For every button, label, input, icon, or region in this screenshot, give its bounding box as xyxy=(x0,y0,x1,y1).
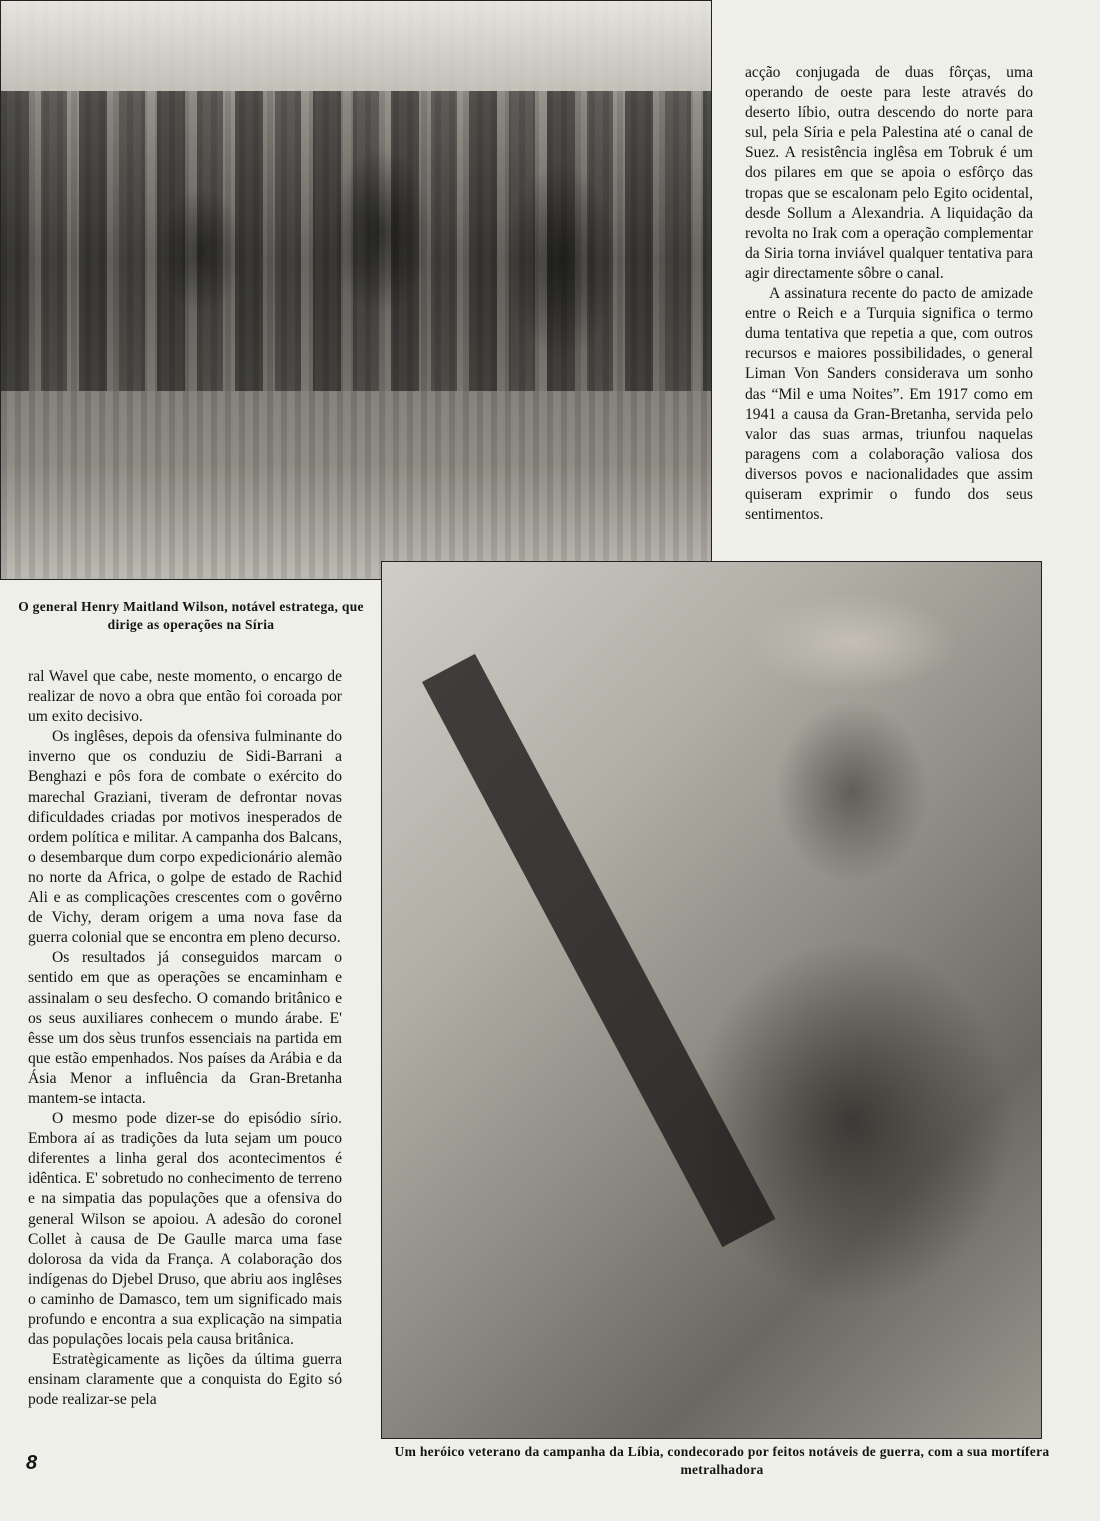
soldier-with-machine-gun-photo xyxy=(381,561,1042,1439)
soldiers-group-photo xyxy=(0,0,712,580)
top-photo-caption: O general Henry Maitland Wilson, notável estratega, que dirige as operações na Síria xyxy=(18,599,364,632)
left-text-column xyxy=(28,667,342,1410)
right-paragraph-2: A assinatura recente do pacto de amizade entre o Reich e a Turquia significa o termo duma tentativa que repetia a que, com outros recursos e maiores possibilidades, o general Liman Von Sanders considerava um sonho das “Mil e uma Noites”. Em 1917 como em 1941 a causa da Gran-Bretanha, servida pelo valor das suas armas, triunfou naquelas paragens com a colaboração valiosa dos diversos povos e nacionalidades que assim quiseram exprimir o fundo dos seus sentimentos. xyxy=(745,285,1033,524)
left-paragraph-3: Os resultados já conseguidos marcam o sentido em que as operações se encaminham e assinalam o seu desfecho. O comando britânico e os seus auxiliares conhecem o mundo árabe. E' êsse um dos sèus trunfos essenciais na partida em que estão empenhados. Nos países da Arábia e da Ásia Menor a influência da Gran-Bretanha mantem-se intacta. xyxy=(28,949,342,1107)
right-text-column xyxy=(745,63,1033,525)
left-paragraph-4: O mesmo pode dizer-se do episódio sírio. Embora aí as tradições da luta sejam um pouco diferentes a linha geral dos acontecimentos é idêntica. E' sobretudo no conhecimento de terreno e na simpatia das populações que a ofensiva do general Wilson se apoiou. A adesão do coronel Collet à causa de De Gaulle marca uma fase dolorosa da vida da França. A colaboração dos indígenas do Djebel Druso, que abriu aos inglêses o caminho de Damasco, tem um significado mais profundo e encontra a sua explicação na simpatia das populações locais pela causa britânica. xyxy=(28,1110,342,1349)
right-paragraph-1: acção conjugada de duas fôrças, uma operando de oeste para leste através do deserto líbio, outra descendo do norte para sul, pela Síria e pela Palestina até o canal de Suez. A resistência inglêsa em Tobruk é um dos pilares em que se apoia o esfôrço das tropas que se escalonam pelo Egito ocidental, desde Sollum a Alexandria. A liquidação da revolta no Irak com a operação complementar da Siria torna inviável qualquer tentativa para agir directamente sôbre o canal. xyxy=(745,64,1033,282)
left-paragraph-5: Estratègicamente as lições da última guerra ensinam claramente que a conquista do Egito só pode realizar-se pela xyxy=(28,1351,342,1409)
bottom-photo-caption: Um heróico veterano da campanha da Líbia, condecorado por feitos notáveis de guerra, com a sua mortífera metralhadora xyxy=(394,1444,1050,1477)
left-paragraph-2: Os inglêses, depois da ofensiva fulminante do inverno que os conduziu de Sidi-Barrani a Benghazi e pôs fora de combate o exército do marechal Graziani, tiveram de defrontar novas dificuldades criadas por motivos inesperados de ordem política e militar. A campanha dos Balcans, o desembarque dum corpo expedicionário alemão no norte da Africa, o golpe de estado de Rachid Ali e as complicações crescentes com o govêrno de Vichy, deram origem a uma nova fase da guerra colonial que se encontra em pleno decurso. xyxy=(28,728,342,947)
left-paragraph-1: ral Wavel que cabe, neste momento, o encargo de realizar de novo a obra que então foi coroada por um exito decisivo. xyxy=(28,668,342,726)
page-number: 8 xyxy=(26,1452,38,1474)
